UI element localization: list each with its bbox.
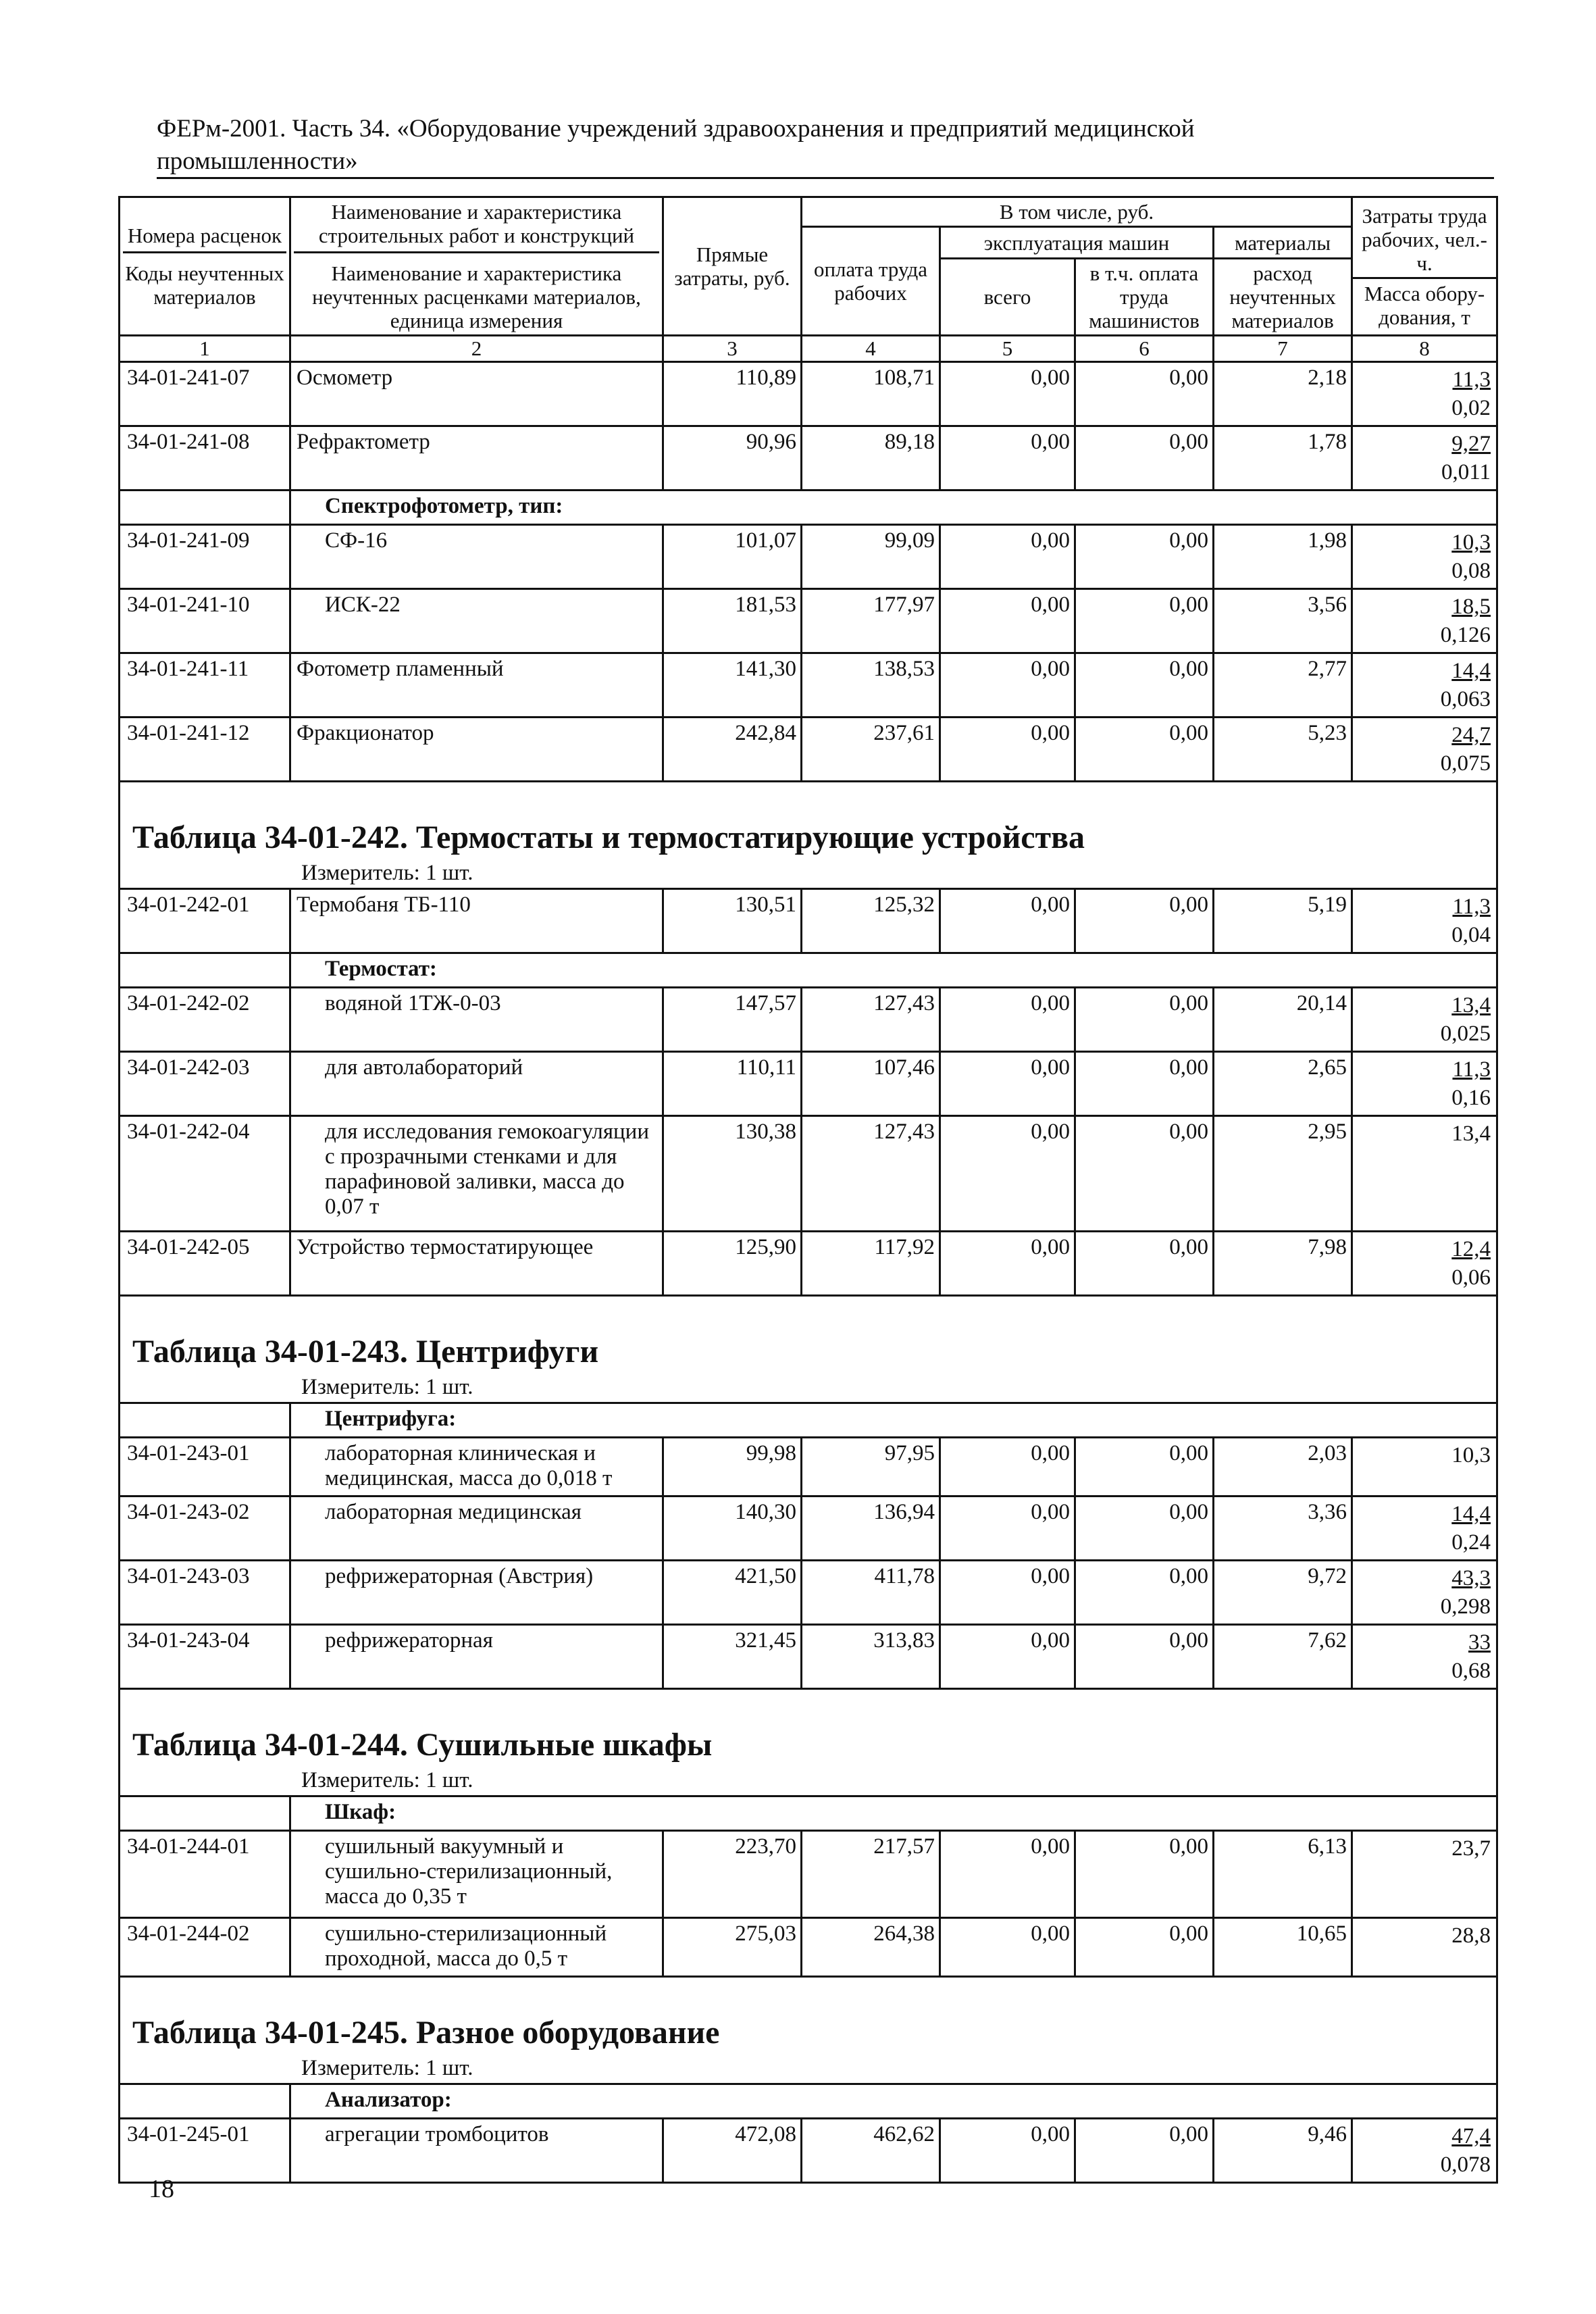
materials: 9,46 (1214, 2119, 1352, 2183)
labor-mass-cell (1352, 1052, 1497, 1116)
worker-wages: 177,97 (802, 589, 940, 653)
rate-code: 34-01-243-03 (120, 1561, 290, 1625)
machines-total: 0,00 (940, 1232, 1075, 1296)
page-header (157, 114, 1494, 179)
direct-costs: 99,98 (663, 1438, 802, 1496)
direct-costs: 110,89 (663, 362, 802, 426)
group-heading: Анализатор: (290, 2084, 1497, 2119)
work-name: агрегации тромбоцитов (290, 2119, 663, 2183)
labor-costs: 33 (1468, 1630, 1491, 1655)
worker-wages: 462,62 (802, 2119, 940, 2183)
direct-costs: 223,70 (663, 1831, 802, 1918)
labor-mass-cell (1352, 589, 1497, 653)
labor-costs: 23,7 (1451, 1836, 1491, 1861)
direct-costs: 242,84 (663, 718, 802, 782)
work-name: ИСК-22 (290, 589, 663, 653)
column-numbers-row (120, 336, 1497, 362)
table-row (120, 988, 1497, 1052)
labor-mass-cell (1352, 1496, 1497, 1561)
page-number: 18 (149, 2175, 174, 2203)
section-title-row (120, 1332, 1497, 1375)
group-code-cell (120, 953, 290, 988)
group-heading-row (120, 491, 1497, 525)
direct-costs: 321,45 (663, 1625, 802, 1689)
work-name: рефрижераторная (290, 1625, 663, 1689)
machinists-wages: 0,00 (1075, 1232, 1214, 1296)
materials: 7,62 (1214, 1625, 1352, 1689)
worker-wages: 127,43 (802, 988, 940, 1052)
work-name: Осмометр (290, 362, 663, 426)
machines-total: 0,00 (940, 889, 1075, 953)
direct-costs: 130,38 (663, 1116, 802, 1232)
equipment-mass: 0,02 (1451, 396, 1491, 420)
section-title: Таблица 34-01-245. Разное оборудование (120, 2013, 1497, 2056)
worker-wages: 313,83 (802, 1625, 940, 1689)
section-gap (120, 1689, 1497, 1726)
direct-costs: 472,08 (663, 2119, 802, 2183)
table-row (120, 1438, 1497, 1496)
labor-costs: 24,7 (1451, 723, 1491, 747)
section-unit-row (120, 861, 1497, 889)
equipment-mass: 0,16 (1451, 1086, 1491, 1110)
col-unaccounted-materials-header: расход неучтенных материалов (1214, 259, 1352, 336)
equipment-mass: 0,011 (1441, 460, 1491, 484)
section-title-row (120, 818, 1497, 861)
labor-mass-cell (1352, 1561, 1497, 1625)
col-num: 8 (1352, 336, 1497, 362)
worker-wages: 217,57 (802, 1831, 940, 1918)
direct-costs: 90,96 (663, 426, 802, 491)
group-heading-row (120, 2084, 1497, 2119)
labor-mass-cell (1352, 1232, 1497, 1296)
rate-code: 34-01-244-01 (120, 1831, 290, 1918)
col-labor-mass-header: Затраты труда рабочих, чел.-ч. Масса обору-дования, т (1352, 197, 1497, 336)
work-name: лабораторная клиническая и медицинская, масса до 0,018 т (290, 1438, 663, 1496)
section-title-row (120, 1725, 1497, 1768)
section-title-row (120, 2013, 1497, 2056)
col-num: 6 (1075, 336, 1214, 362)
equipment-mass: 0,04 (1451, 923, 1491, 947)
equipment-mass: 0,68 (1451, 1659, 1491, 1683)
group-code-cell (120, 1796, 290, 1831)
table-row (120, 1561, 1497, 1625)
direct-costs: 421,50 (663, 1561, 802, 1625)
col-num: 1 (120, 336, 290, 362)
machinists-wages: 0,00 (1075, 718, 1214, 782)
labor-mass-cell (1352, 1918, 1497, 1977)
direct-costs: 125,90 (663, 1232, 802, 1296)
materials: 2,18 (1214, 362, 1352, 426)
section-gap-cell (120, 1296, 1497, 1332)
work-name: Фракционатор (290, 718, 663, 782)
col-num: 5 (940, 336, 1075, 362)
labor-costs: 12,4 (1451, 1237, 1491, 1261)
table-body (120, 362, 1497, 2183)
materials: 2,03 (1214, 1438, 1352, 1496)
worker-wages: 97,95 (802, 1438, 940, 1496)
labor-costs: 18,5 (1451, 595, 1491, 619)
section-unit-row (120, 2056, 1497, 2084)
measure-unit: Измеритель: 1 шт. (120, 2056, 1497, 2084)
group-heading-row (120, 1403, 1497, 1438)
machinists-wages: 0,00 (1075, 1438, 1214, 1496)
machinists-wages: 0,00 (1075, 653, 1214, 718)
materials: 10,65 (1214, 1918, 1352, 1977)
machines-total: 0,00 (940, 589, 1075, 653)
table-header (120, 197, 1497, 362)
rate-code: 34-01-243-04 (120, 1625, 290, 1689)
worker-wages: 237,61 (802, 718, 940, 782)
table-row (120, 718, 1497, 782)
rate-code: 34-01-241-11 (120, 653, 290, 718)
materials: 2,77 (1214, 653, 1352, 718)
materials: 3,36 (1214, 1496, 1352, 1561)
section-gap (120, 1977, 1497, 2013)
labor-mass-cell (1352, 889, 1497, 953)
section-gap-cell (120, 1977, 1497, 2013)
equipment-mass: 0,126 (1440, 623, 1491, 647)
machinists-wages: 0,00 (1075, 1116, 1214, 1232)
rate-code: 34-01-242-04 (120, 1116, 290, 1232)
equipment-mass: 0,063 (1440, 687, 1491, 711)
machines-total: 0,00 (940, 426, 1075, 491)
machinists-wages: 0,00 (1075, 988, 1214, 1052)
direct-costs: 140,30 (663, 1496, 802, 1561)
labor-mass-cell (1352, 718, 1497, 782)
col-num: 2 (290, 336, 663, 362)
table-row (120, 1496, 1497, 1561)
section-gap (120, 1296, 1497, 1332)
machines-total: 0,00 (940, 1918, 1075, 1977)
group-heading: Спектрофотометр, тип: (290, 491, 1497, 525)
work-name: Термобаня ТБ-110 (290, 889, 663, 953)
table-row (120, 1116, 1497, 1232)
table-row (120, 426, 1497, 491)
worker-wages: 125,32 (802, 889, 940, 953)
worker-wages: 108,71 (802, 362, 940, 426)
machines-total: 0,00 (940, 525, 1075, 589)
machines-total: 0,00 (940, 1438, 1075, 1496)
materials: 6,13 (1214, 1831, 1352, 1918)
labor-costs: 11,3 (1452, 368, 1491, 392)
col-direct-costs-header: Прямые затраты, руб. (663, 197, 802, 336)
group-heading: Термостат: (290, 953, 1497, 988)
machines-total: 0,00 (940, 1052, 1075, 1116)
equipment-mass: 0,24 (1451, 1530, 1491, 1555)
materials: 9,72 (1214, 1561, 1352, 1625)
machinists-wages: 0,00 (1075, 1496, 1214, 1561)
machines-total: 0,00 (940, 362, 1075, 426)
machines-total: 0,00 (940, 988, 1075, 1052)
work-name: для исследования гемокоагуляции с прозрачными стенками и для парафиновой заливки, масса до 0,07 т (290, 1116, 663, 1232)
materials: 3,56 (1214, 589, 1352, 653)
table-row (120, 1232, 1497, 1296)
materials: 7,98 (1214, 1232, 1352, 1296)
worker-wages: 117,92 (802, 1232, 940, 1296)
labor-costs: 28,8 (1451, 1923, 1491, 1948)
machinists-wages: 0,00 (1075, 889, 1214, 953)
work-name: рефрижераторная (Австрия) (290, 1561, 663, 1625)
labor-costs: 10,3 (1451, 1443, 1491, 1467)
machines-total: 0,00 (940, 1561, 1075, 1625)
machines-total: 0,00 (940, 718, 1075, 782)
materials: 2,65 (1214, 1052, 1352, 1116)
machines-total: 0,00 (940, 1625, 1075, 1689)
direct-costs: 141,30 (663, 653, 802, 718)
work-name: лабораторная медицинская (290, 1496, 663, 1561)
labor-mass-cell (1352, 988, 1497, 1052)
rate-code: 34-01-242-05 (120, 1232, 290, 1296)
rate-code: 34-01-242-02 (120, 988, 290, 1052)
direct-costs: 130,51 (663, 889, 802, 953)
measure-unit: Измеритель: 1 шт. (120, 861, 1497, 889)
labor-costs: 14,4 (1451, 1502, 1491, 1526)
equipment-mass: 0,08 (1451, 559, 1491, 583)
worker-wages: 107,46 (802, 1052, 940, 1116)
table-row (120, 1052, 1497, 1116)
labor-costs: 10,3 (1451, 530, 1491, 555)
rates-table (118, 196, 1498, 2184)
table-row (120, 2119, 1497, 2183)
labor-costs: 11,3 (1452, 895, 1491, 919)
col-num: 4 (802, 336, 940, 362)
machinists-wages: 0,00 (1075, 1831, 1214, 1918)
col-name-header: Наименование и характеристика строительных работ и конструкций Наименование и характеристика неучтенных расценками материалов, единица измерения (290, 197, 663, 336)
table-row (120, 525, 1497, 589)
table-row (120, 889, 1497, 953)
col-num: 7 (1214, 336, 1352, 362)
table-row (120, 362, 1497, 426)
direct-costs: 110,11 (663, 1052, 802, 1116)
direct-costs: 101,07 (663, 525, 802, 589)
section-title: Таблица 34-01-244. Сушильные шкафы (120, 1725, 1497, 1768)
labor-mass-cell (1352, 1116, 1497, 1232)
machinists-wages: 0,00 (1075, 525, 1214, 589)
labor-mass-cell (1352, 1625, 1497, 1689)
rate-code: 34-01-243-01 (120, 1438, 290, 1496)
col-machinists-wages-header: в т.ч. оплата труда машинистов (1075, 259, 1214, 336)
section-gap-cell (120, 782, 1497, 818)
labor-mass-cell (1352, 362, 1497, 426)
work-name: СФ-16 (290, 525, 663, 589)
machinists-wages: 0,00 (1075, 1918, 1214, 1977)
group-code-cell (120, 491, 290, 525)
rate-sheet (118, 196, 1496, 2184)
measure-unit: Измеритель: 1 шт. (120, 1768, 1497, 1796)
group-code-cell (120, 2084, 290, 2119)
rate-code: 34-01-243-02 (120, 1496, 290, 1561)
labor-costs: 11,3 (1452, 1057, 1491, 1082)
labor-mass-cell (1352, 426, 1497, 491)
labor-costs: 47,4 (1451, 2124, 1491, 2148)
equipment-mass: 0,075 (1440, 751, 1491, 776)
worker-wages: 264,38 (802, 1918, 940, 1977)
rate-code: 34-01-245-01 (120, 2119, 290, 2183)
direct-costs: 181,53 (663, 589, 802, 653)
document-title-continuation: промышленности» (157, 146, 1494, 179)
labor-mass-cell (1352, 653, 1497, 718)
labor-costs: 14,4 (1451, 659, 1491, 683)
rate-code: 34-01-241-08 (120, 426, 290, 491)
equipment-mass: 0,078 (1440, 2153, 1491, 2177)
labor-mass-cell (1352, 1438, 1497, 1496)
section-gap-cell (120, 1689, 1497, 1726)
machines-total: 0,00 (940, 1831, 1075, 1918)
work-name: Устройство термостатирующее (290, 1232, 663, 1296)
work-name: для автолабораторий (290, 1052, 663, 1116)
group-heading-row (120, 1796, 1497, 1831)
worker-wages: 138,53 (802, 653, 940, 718)
rate-code: 34-01-244-02 (120, 1918, 290, 1977)
section-gap (120, 782, 1497, 818)
col-machines-total-header: всего (940, 259, 1075, 336)
equipment-mass: 0,298 (1440, 1594, 1491, 1619)
group-code-cell (120, 1403, 290, 1438)
materials: 5,19 (1214, 889, 1352, 953)
machinists-wages: 0,00 (1075, 1625, 1214, 1689)
rate-code: 34-01-242-01 (120, 889, 290, 953)
labor-costs: 13,4 (1451, 1122, 1491, 1146)
machinists-wages: 0,00 (1075, 1561, 1214, 1625)
col-num: 3 (663, 336, 802, 362)
group-heading: Шкаф: (290, 1796, 1497, 1831)
machinists-wages: 0,00 (1075, 362, 1214, 426)
labor-costs: 43,3 (1451, 1566, 1491, 1590)
machines-total: 0,00 (940, 1116, 1075, 1232)
rate-code: 34-01-242-03 (120, 1052, 290, 1116)
col-including-header: В том числе, руб. (802, 197, 1352, 227)
worker-wages: 411,78 (802, 1561, 940, 1625)
col-wages-header: оплата труда рабочих (802, 227, 940, 336)
table-row (120, 589, 1497, 653)
table-row (120, 1831, 1497, 1918)
worker-wages: 99,09 (802, 525, 940, 589)
direct-costs: 147,57 (663, 988, 802, 1052)
document-title: ФЕРм-2001. Часть 34. «Оборудование учреждений здравоохранения и предприятий медицинской (157, 115, 1195, 143)
section-title: Таблица 34-01-242. Термостаты и термостатирующие устройства (120, 818, 1497, 861)
labor-costs: 9,27 (1451, 432, 1491, 456)
col-machines-header: эксплуатация машин (940, 227, 1214, 259)
rate-code: 34-01-241-10 (120, 589, 290, 653)
col-rate-number-header: Номера расценок Коды неучтенных материалов (120, 197, 290, 336)
work-name: Фотометр пламенный (290, 653, 663, 718)
machines-total: 0,00 (940, 2119, 1075, 2183)
materials: 5,23 (1214, 718, 1352, 782)
machinists-wages: 0,00 (1075, 1052, 1214, 1116)
rate-code: 34-01-241-07 (120, 362, 290, 426)
equipment-mass: 0,025 (1440, 1022, 1491, 1046)
col-materials-header: материалы (1214, 227, 1352, 259)
section-unit-row (120, 1375, 1497, 1403)
work-name: сушильно-стерилизационный проходной, масса до 0,5 т (290, 1918, 663, 1977)
work-name: сушильный вакуумный и сушильно-стерилизационный, масса до 0,35 т (290, 1831, 663, 1918)
work-name: Рефрактометр (290, 426, 663, 491)
group-heading: Центрифуга: (290, 1403, 1497, 1438)
machinists-wages: 0,00 (1075, 2119, 1214, 2183)
rate-code: 34-01-241-12 (120, 718, 290, 782)
materials: 1,98 (1214, 525, 1352, 589)
section-unit-row (120, 1768, 1497, 1796)
materials: 1,78 (1214, 426, 1352, 491)
machines-total: 0,00 (940, 1496, 1075, 1561)
machinists-wages: 0,00 (1075, 426, 1214, 491)
materials: 2,95 (1214, 1116, 1352, 1232)
table-row (120, 1625, 1497, 1689)
group-heading-row (120, 953, 1497, 988)
worker-wages: 89,18 (802, 426, 940, 491)
materials: 20,14 (1214, 988, 1352, 1052)
machinists-wages: 0,00 (1075, 589, 1214, 653)
labor-mass-cell (1352, 1831, 1497, 1918)
table-row (120, 653, 1497, 718)
labor-costs: 13,4 (1451, 993, 1491, 1017)
labor-mass-cell (1352, 525, 1497, 589)
labor-mass-cell (1352, 2119, 1497, 2183)
worker-wages: 127,43 (802, 1116, 940, 1232)
worker-wages: 136,94 (802, 1496, 940, 1561)
measure-unit: Измеритель: 1 шт. (120, 1375, 1497, 1403)
direct-costs: 275,03 (663, 1918, 802, 1977)
rate-code: 34-01-241-09 (120, 525, 290, 589)
table-row (120, 1918, 1497, 1977)
section-title: Таблица 34-01-243. Центрифуги (120, 1332, 1497, 1375)
equipment-mass: 0,06 (1451, 1265, 1491, 1290)
work-name: водяной 1ТЖ-0-03 (290, 988, 663, 1052)
machines-total: 0,00 (940, 653, 1075, 718)
